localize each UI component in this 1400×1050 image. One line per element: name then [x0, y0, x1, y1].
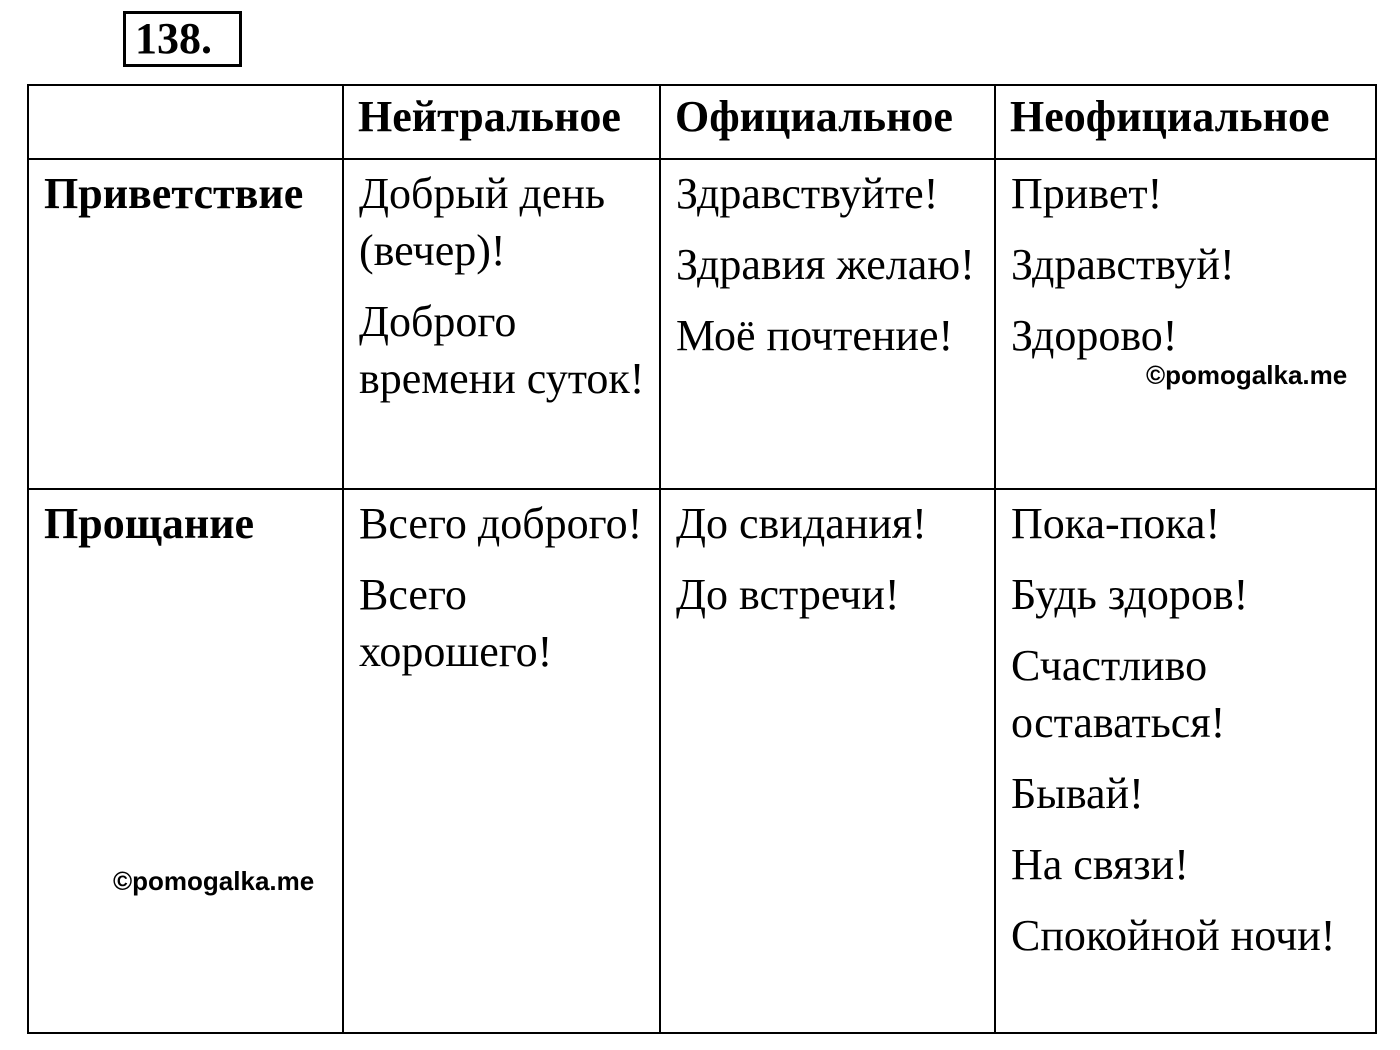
phrase-item: Счастливо оставаться! — [1011, 641, 1226, 747]
row-label-cell — [28, 159, 343, 489]
table-row-farewell — [28, 489, 1376, 1033]
phrase-item: Здравствуй! — [1011, 240, 1235, 289]
phrase-item: Доброго времени суток! — [359, 297, 645, 403]
header-cell-empty — [28, 85, 343, 159]
phrase-item: Пока-пока! — [1011, 499, 1221, 548]
task-number: 138 — [135, 14, 201, 63]
cell-greeting-neutral — [343, 159, 660, 489]
phrase-item: Привет! — [1011, 169, 1163, 218]
phrase-list — [1011, 490, 1375, 964]
phrase-item: Будь здоров! — [1011, 570, 1249, 619]
task-number-box — [123, 11, 242, 67]
phrase-item: Здорово! — [1011, 311, 1178, 360]
phrase-item: До встречи! — [676, 570, 900, 619]
row-label-cell — [28, 489, 343, 1033]
header-official: Официальное — [660, 85, 995, 159]
cell-greeting-unofficial — [995, 159, 1376, 489]
phrase-list — [359, 160, 659, 407]
cell-farewell-official — [660, 489, 995, 1033]
cell-farewell-unofficial — [995, 489, 1376, 1033]
phrase-item: Всего доброго! — [359, 499, 643, 548]
phrase-item: Спокойной ночи! — [1011, 911, 1336, 960]
cell-farewell-neutral — [343, 489, 660, 1033]
task-number-dot: . — [201, 14, 212, 63]
header-unofficial: Неофициальное — [995, 85, 1376, 159]
row-label-farewell: Прощание — [44, 499, 255, 548]
phrase-item: На связи! — [1011, 840, 1189, 889]
header-neutral: Нейтральное — [343, 85, 660, 159]
phrase-item: Добрый день (вечер)! — [359, 169, 606, 275]
phrase-item: Всего хорошего! — [359, 570, 553, 676]
task-number-wrap — [123, 11, 242, 67]
table-row-greeting — [28, 159, 1376, 489]
header-row — [28, 85, 1376, 159]
row-label-greeting: Приветствие — [44, 169, 304, 218]
phrase-item: До свидания! — [676, 499, 927, 548]
phrase-item: Здравия желаю! — [676, 240, 975, 289]
watermark: ©pomogalka.me — [113, 866, 315, 896]
phrase-list — [359, 490, 659, 680]
phrase-list — [676, 490, 994, 623]
phrase-list — [1011, 160, 1375, 364]
watermark: ©pomogalka.me — [1146, 360, 1348, 390]
phrase-list — [676, 160, 994, 364]
phrase-item: Здравствуйте! — [676, 169, 939, 218]
cell-greeting-official — [660, 159, 995, 489]
phrase-item: Моё почтение! — [676, 311, 954, 360]
phrase-item: Бывай! — [1011, 769, 1144, 818]
